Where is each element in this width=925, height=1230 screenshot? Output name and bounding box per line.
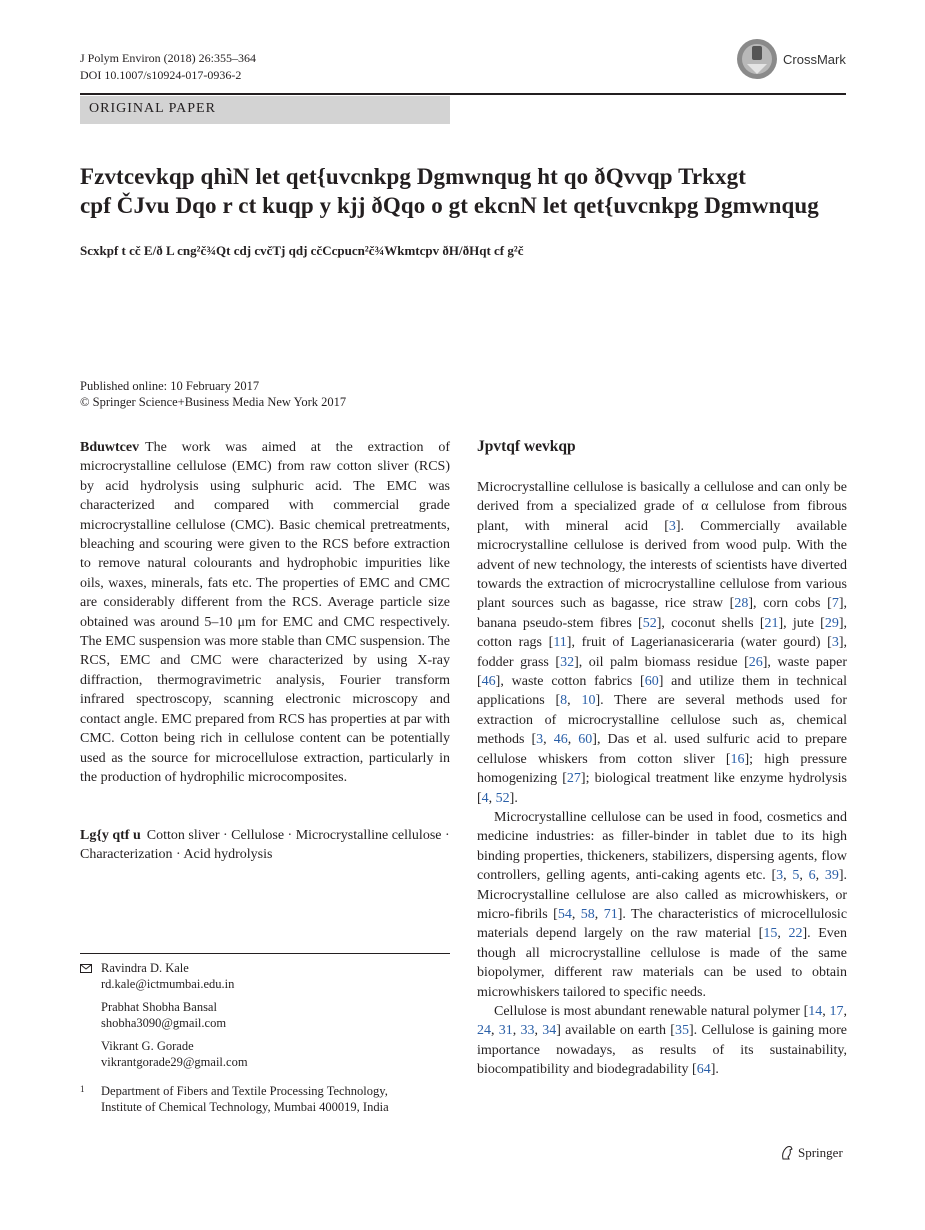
reference-link[interactable]: 11	[553, 635, 567, 651]
reference-link[interactable]: 16	[730, 751, 745, 767]
author-contacts	[80, 961, 450, 1115]
reference-link[interactable]: 8	[560, 693, 568, 709]
text-run: ] available on earth [	[556, 1023, 675, 1039]
text-run: ,	[777, 926, 789, 942]
corresponding-author	[80, 961, 450, 992]
text-run: ]. The characteristics of microcellulosic materials depend largely on the raw material [	[477, 906, 848, 942]
contact-email[interactable]: shobha3090@gmail.com	[101, 1015, 227, 1030]
text-run: ,	[822, 1003, 830, 1019]
keywords-heading: Lg{y qtf u	[80, 828, 141, 843]
crossmark-label: CrossMark	[783, 52, 846, 67]
introduction-body	[477, 478, 847, 1080]
section-badge-label: ORIGINAL PAPER	[89, 101, 216, 116]
affiliation-line: Institute of Chemical Technology, Mumbai 400019, India	[101, 1099, 389, 1114]
text-run: ,	[843, 1003, 847, 1019]
text-run: ], Das et al. used sulfuric acid to prepare cellulose whiskers from cotton sliver [	[477, 732, 848, 767]
text-run: ,	[799, 868, 809, 884]
reference-link[interactable]: 27	[566, 771, 581, 787]
text-run: ]; biological treatment like enzyme hydrolysis [	[477, 771, 847, 806]
text-run: ], fruit of Lagerianasiceraria (water gourd) [	[566, 635, 832, 651]
reference-link[interactable]: 15	[763, 926, 778, 942]
text-run: ]. Commercially available microcrystalline cellulose is derived from wood pulp. With the advent of new technology, the interests of scientists have diverted towards the extraction of microcrystalline cellulose from various plant sources such as bagasse, rice straw [	[477, 518, 848, 612]
reference-link[interactable]: 17	[829, 1003, 844, 1019]
journal-volume-pages: J Polym Environ (2018) 26:355–364	[80, 51, 256, 65]
copyright: © Springer Science+Business Media New York 2017	[80, 395, 347, 409]
contact-email[interactable]: vikrantgorade29@gmail.com	[101, 1054, 248, 1069]
reference-link[interactable]: 32	[560, 654, 575, 670]
reference-link[interactable]: 60	[644, 674, 659, 690]
text-run: ], waste paper [	[477, 654, 847, 690]
header-rule	[80, 93, 846, 95]
article-title-line2: cpf ČJvu Dqo r ct kuqp y kjj ðQqo o gt ekcnN let qet{uvcnkpg Dgmwnqug	[80, 193, 819, 218]
text-run: ], oil palm biomass residue [	[574, 654, 749, 670]
text-run: ]. Microcrystalline cellulose are also called as microwhiskers, or micro-fibrils [	[477, 868, 847, 922]
reference-link[interactable]: 26	[748, 654, 763, 670]
reference-link[interactable]: 21	[764, 615, 779, 631]
reference-link[interactable]: 7	[831, 596, 839, 612]
reference-link[interactable]: 52	[495, 790, 510, 806]
contact-name: Ravindra D. Kale	[101, 961, 189, 975]
article-title	[80, 162, 846, 220]
reference-link[interactable]: 31	[498, 1023, 513, 1039]
text-run: ], jute [	[778, 615, 825, 631]
reference-link[interactable]: 58	[580, 906, 595, 922]
reference-link[interactable]: 33	[520, 1023, 535, 1039]
introduction-heading: Jpvtqf wevkqp	[477, 438, 576, 455]
text-run: ,	[512, 1023, 521, 1039]
reference-link[interactable]: 6	[808, 868, 816, 884]
paragraph	[477, 808, 847, 1002]
text-run: ,	[815, 868, 825, 884]
article-title-line1: Fzvtcevkqp qhìN let qet{uvcnkpg Dgmwnqug ht qo ðQvvqp Trkxgt	[80, 164, 746, 189]
reference-link[interactable]: 4	[481, 790, 489, 806]
reference-link[interactable]: 28	[734, 596, 749, 612]
paragraph	[477, 1002, 847, 1080]
text-run: ]; high pressure homogenizing [	[477, 751, 847, 787]
text-run: ], waste cotton fabrics [	[495, 674, 645, 690]
journal-citation	[80, 50, 256, 84]
text-run: ,	[567, 693, 582, 709]
text-run: ,	[783, 868, 793, 884]
reference-link[interactable]: 46	[553, 732, 568, 748]
section-badge	[80, 96, 450, 124]
reference-link[interactable]: 3	[831, 635, 839, 651]
reference-link[interactable]: 60	[578, 732, 593, 748]
text-run: ]. There are several methods used for extraction of microcrystalline cellulose such as, chemical methods [	[477, 693, 847, 748]
text-run: ].	[710, 1062, 719, 1078]
reference-link[interactable]: 54	[557, 906, 572, 922]
affiliation-line: Department of Fibers and Textile Processing Technology,	[101, 1084, 388, 1098]
author-list: Scxkpf t cč E/ð L cng²č¾Qt cdj cvčTj qdj cčCcpucn²č¾Wkmtcpv ðH/ðHqt cf g²č	[80, 243, 524, 258]
crossmark-icon	[736, 38, 778, 80]
coauthor-contact	[80, 1000, 450, 1031]
text-run: ,	[594, 906, 604, 922]
reference-link[interactable]: 52	[642, 615, 657, 631]
reference-link[interactable]: 5	[792, 868, 800, 884]
envelope-icon	[80, 964, 92, 973]
reference-link[interactable]: 35	[674, 1023, 689, 1039]
paragraph	[477, 478, 847, 808]
affiliation	[80, 1084, 450, 1115]
text-run: ,	[491, 1023, 499, 1039]
text-run: ,	[571, 906, 581, 922]
published-online: Published online: 10 February 2017	[80, 379, 260, 393]
reference-link[interactable]: 29	[824, 615, 839, 631]
crossmark-badge[interactable]	[736, 38, 856, 84]
reference-link[interactable]: 46	[481, 674, 496, 690]
text-run: ]. Cellulose is gaining more importance nowadays, as results of its sustainability, biocompatibility and biodegradability [	[477, 1023, 848, 1078]
text-run: ].	[509, 790, 518, 806]
abstract-text: The work was aimed at the extraction of microcrystalline cellulose (EMC) from raw cotton sliver (RCS) by acid hydrolysis using sulphuric acid. The EMC was characterized and compared with commercial grade microcrystalline cellulose (CMC). Basic chemical pretreatments, bleaching and scouring were given to the RCS before extraction to remove natural colourants and hydrophobic impurities like oils, waxes, minerals, fats etc. The properties of EMC and CMC are considerably different from the RCS. Average particle size obtained was around 5–10 μm for EMC and CMC respectively. The EMC suspension was more stable than CMC suspension. The RCS, EMC and CMC were characterized by using X-ray diffraction, thermogravimetric analysis, Fourier transform infrared spectroscopy, scanning electronic microscopy and contact angle. EMC prepared from RCS has properties at par with CMC. Cotton being rich in cellulose content can be potentially used as the source for microcellulose extraction, particularly in the production of hydrophilic microcomposites.	[80, 440, 450, 785]
reference-link[interactable]: 3	[776, 868, 784, 884]
reference-link[interactable]: 64	[696, 1062, 711, 1078]
footnote-rule	[80, 953, 450, 954]
reference-link[interactable]: 71	[603, 906, 618, 922]
coauthor-contact	[80, 1039, 450, 1070]
text-run: ,	[534, 1023, 543, 1039]
reference-link[interactable]: 3	[536, 732, 544, 748]
text-run: ] and utilize them in technical applications [	[477, 674, 847, 709]
affiliation-number: 1	[80, 1084, 85, 1094]
keywords	[80, 826, 450, 865]
text-run: Microcrystalline cellulose can be used in food, cosmetics and medicine industries: as filler-binder in tablet due to its high binding properties, thickeners, stabilizers, dispersing agents, flow controllers, gelling agents, anti-caking agents etc. [	[477, 809, 847, 884]
reference-link[interactable]: 10	[581, 693, 596, 709]
text-run: ,	[488, 790, 496, 806]
keywords-text: Cotton sliver · Cellulose · Microcrystalline cellulose · Characterization · Acid hydrolysis	[80, 828, 450, 863]
reference-link[interactable]: 39	[824, 868, 839, 884]
text-run: ], banana pseudo-stem fibres [	[477, 596, 847, 631]
reference-link[interactable]: 3	[668, 518, 676, 534]
text-run: ], coconut shells [	[656, 615, 765, 631]
text-run: Cellulose is most abundant renewable natural polymer [	[494, 1003, 809, 1019]
text-run: ,	[543, 732, 554, 748]
springer-horse-icon	[780, 1145, 794, 1160]
doi[interactable]: DOI 10.1007/s10924-017-0936-2	[80, 68, 242, 82]
text-run: ,	[567, 732, 579, 748]
abstract	[80, 438, 450, 787]
contact-email[interactable]: rd.kale@ictmumbai.edu.in	[101, 976, 235, 991]
text-run: ]. Even though all microcrystalline cellulose is made of the same biopolymer, different raw materials can be used to obtain microwhiskers tailored to specific needs.	[477, 926, 848, 1000]
publisher-logo	[780, 1145, 843, 1161]
contact-name: Prabhat Shobha Bansal	[101, 1000, 217, 1014]
reference-link[interactable]: 22	[788, 926, 803, 942]
text-run: Microcrystalline cellulose is basically a cellulose and can only be derived from a specialized grade of α cellulose from fibrous plant, with mineral acid [	[477, 480, 847, 534]
contact-name: Vikrant G. Gorade	[101, 1039, 194, 1053]
reference-link[interactable]: 24	[477, 1023, 491, 1039]
publisher-name: Springer	[798, 1145, 843, 1160]
publication-info	[80, 378, 346, 410]
text-run: ], corn cobs [	[748, 596, 832, 612]
abstract-heading: Bduwtcev	[80, 440, 140, 455]
text-run: ], cotton rags [	[477, 615, 847, 651]
reference-link[interactable]: 14	[808, 1003, 823, 1019]
text-run: ], fodder grass [	[477, 635, 847, 670]
reference-link[interactable]: 34	[542, 1023, 557, 1039]
